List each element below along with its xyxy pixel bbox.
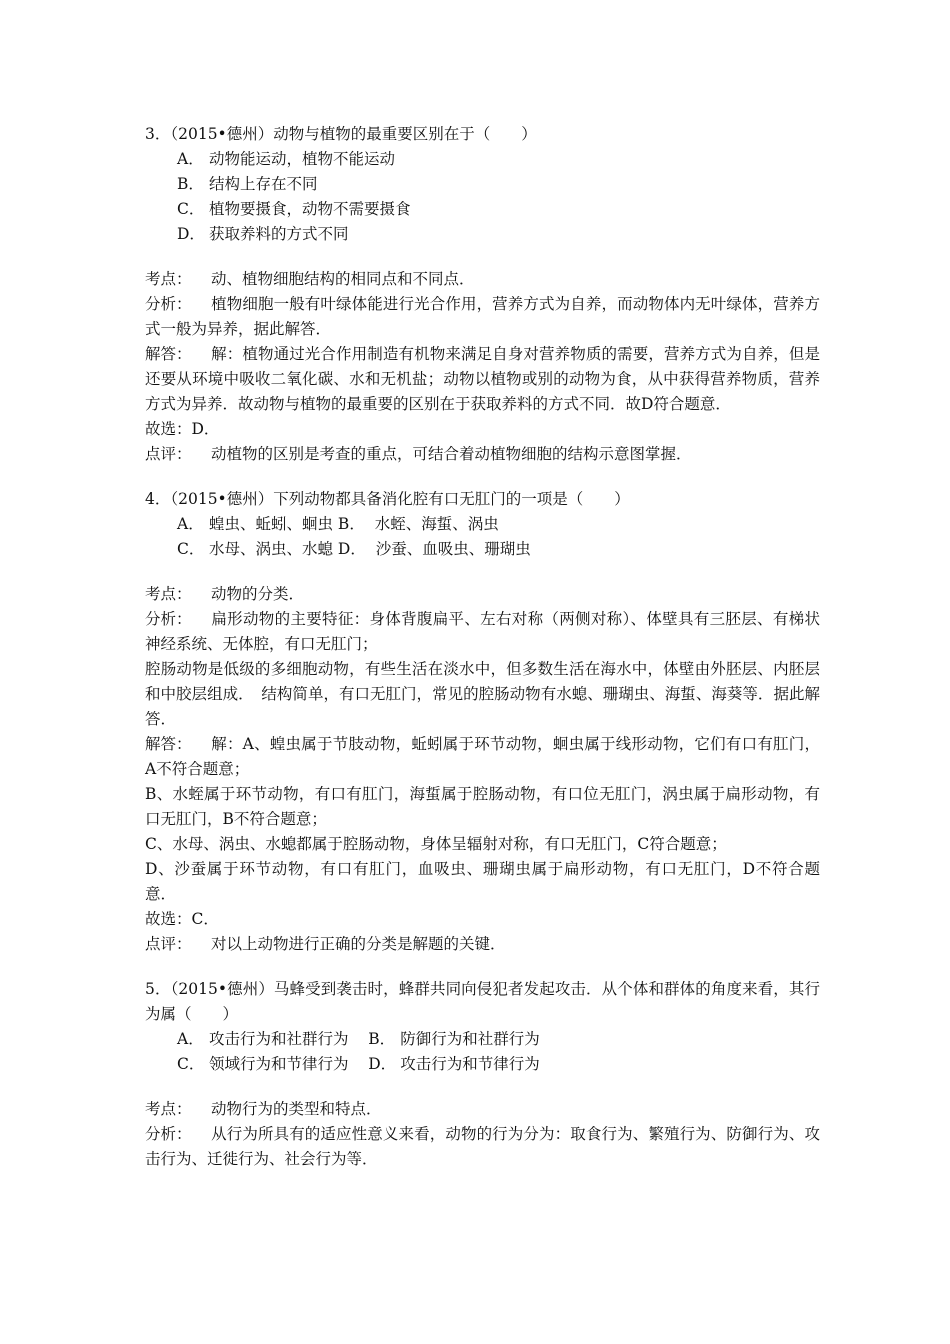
spacer (145, 247, 820, 267)
option-d[interactable] (145, 222, 820, 247)
spacer (145, 1077, 820, 1097)
dianping-text: 对以上动物进行正确的分类是解题的关键． (211, 935, 506, 953)
option-a[interactable] (145, 147, 820, 172)
option-text: 植物要摄食，动物不需要摄食 (209, 200, 411, 218)
option-key: A． (177, 1030, 204, 1048)
option-text: 结构上存在不同 (209, 175, 318, 193)
option-text: 攻击行为和节律行为 (400, 1055, 540, 1073)
jieda-row (145, 342, 820, 417)
kaodian-row (145, 1097, 820, 1122)
question-stem: 4．（2015•德州）下列动物都具备消化腔有口无肛门的一项是（ ） (145, 490, 630, 508)
kaodian-label: 考点： (145, 270, 192, 288)
fenxi-label: 分析： (145, 610, 192, 628)
fenxi-row (145, 607, 820, 657)
option-line-cd[interactable] (145, 1052, 820, 1077)
option-key: B． (177, 175, 204, 193)
option-key: D． (177, 225, 205, 243)
option-key: A． (177, 150, 204, 168)
kaodian-text: 动物行为的类型和特点． (211, 1100, 382, 1118)
fenxi-text: 植物细胞一般有叶绿体能进行光合作用，营养方式为自养，而动物体内无叶绿体，营养方式一般为异养，据此解答． (145, 295, 820, 338)
question-5 (145, 977, 820, 1172)
option-key: C． (177, 200, 205, 218)
option-text: 水母、涡虫、水螅 D． (209, 540, 366, 558)
fenxi-text: 从行为所具有的适应性意义来看，动物的行为分为：取食行为、繁殖行为、防御行为、攻击行为、迁徙行为、社会行为等． (145, 1125, 820, 1168)
spacer (145, 957, 820, 977)
jieda-label: 解答： (145, 345, 192, 363)
kaodian-label: 考点： (145, 585, 192, 603)
document-page (145, 122, 820, 1172)
option-line-ab[interactable] (145, 512, 820, 537)
kaodian-label: 考点： (145, 1100, 192, 1118)
kaodian-text: 动、植物细胞结构的相同点和不同点． (211, 270, 475, 288)
option-text: 获取养料的方式不同 (209, 225, 349, 243)
answer-row: 故选：D． (145, 420, 220, 438)
option-text: 攻击行为和社群行为 (209, 1030, 349, 1048)
option-key: C． (177, 1055, 205, 1073)
kaodian-row (145, 267, 820, 292)
dianping-row (145, 932, 820, 957)
dianping-label: 点评： (145, 445, 192, 463)
option-key: C． (177, 540, 205, 558)
question-stem: 3．（2015•德州）动物与植物的最重要区别在于（ ） (145, 125, 537, 143)
option-text: 领域行为和节律行为 (209, 1055, 349, 1073)
option-b[interactable] (145, 172, 820, 197)
kaodian-row (145, 582, 820, 607)
option-line-ab[interactable] (145, 1027, 820, 1052)
question-3 (145, 122, 820, 467)
jieda-label: 解答： (145, 735, 192, 753)
fenxi-text: 扁形动物的主要特征：身体背腹扁平、左右对称（两侧对称）、体壁具有三胚层、有梯状神经系统、无体腔，有口无肛门； (145, 610, 820, 653)
dianping-row (145, 442, 820, 467)
option-text: 沙蚕、血吸虫、珊瑚虫 (375, 540, 531, 558)
jieda-row (145, 732, 820, 782)
jieda-item-c: C、水母、涡虫、水螅都属于腔肠动物，身体呈辐射对称，有口无肛门，C符合题意； (145, 835, 727, 853)
option-key: B． (368, 1030, 396, 1048)
option-text: 水蛭、海蜇、涡虫 (374, 515, 499, 533)
option-c[interactable] (145, 197, 820, 222)
option-key: D． (368, 1055, 397, 1073)
spacer (145, 562, 820, 582)
fenxi-row (145, 292, 820, 342)
option-line-cd[interactable] (145, 537, 820, 562)
jieda-item-d: D、沙蚕属于环节动物，有口有肛门，血吸虫、珊瑚虫属于扁形动物，有口无肛门，D不符合题意． (145, 860, 820, 903)
fenxi-label: 分析： (145, 1125, 192, 1143)
jieda-item-b: B、水蛭属于环节动物，有口有肛门，海蜇属于腔肠动物，有口位无肛门，涡虫属于扁形动物，有口无肛门，B不符合题意； (145, 785, 820, 828)
option-text: 蝗虫、蚯蚓、蛔虫 B． (209, 515, 365, 533)
spacer (145, 467, 820, 487)
answer-row: 故选：C． (145, 910, 219, 928)
fenxi-continuation: 腔肠动物是低级的多细胞动物，有些生活在淡水中，但多数生活在海水中，体壁由外胚层、内胚层和中胶层组成． 结构简单，有口无肛门，常见的腔肠动物有水螅、珊瑚虫、海蜇、海葵等．据此解答． (145, 660, 820, 728)
jieda-text: 解：植物通过光合作用制造有机物来满足自身对营养物质的需要，营养方式为自养，但是还要从环境中吸收二氧化碳、水和无机盐；动物以植物或别的动物为食，从中获得营养物质，营养方式为异养．故动物与植物的最重要的区别在于获取养料的方式不同．故D符合题意． (145, 345, 820, 413)
question-4 (145, 487, 820, 957)
option-key: A． (177, 515, 204, 533)
option-text: 动物能运动，植物不能运动 (209, 150, 396, 168)
kaodian-text: 动物的分类． (211, 585, 305, 603)
dianping-label: 点评： (145, 935, 192, 953)
option-text: 防御行为和社群行为 (400, 1030, 540, 1048)
jieda-text: 解：A、蝗虫属于节肢动物，蚯蚓属于环节动物，蛔虫属于线形动物，它们有口有肛门，A不符合题意； (145, 735, 820, 778)
dianping-text: 动植物的区别是考查的重点，可结合着动植物细胞的结构示意图掌握． (211, 445, 692, 463)
fenxi-row (145, 1122, 820, 1172)
fenxi-label: 分析： (145, 295, 192, 313)
question-stem: 5．（2015•德州）马蜂受到袭击时，蜂群共同向侵犯者发起攻击．从个体和群体的角度来看，其行为属（ ） (145, 980, 820, 1023)
